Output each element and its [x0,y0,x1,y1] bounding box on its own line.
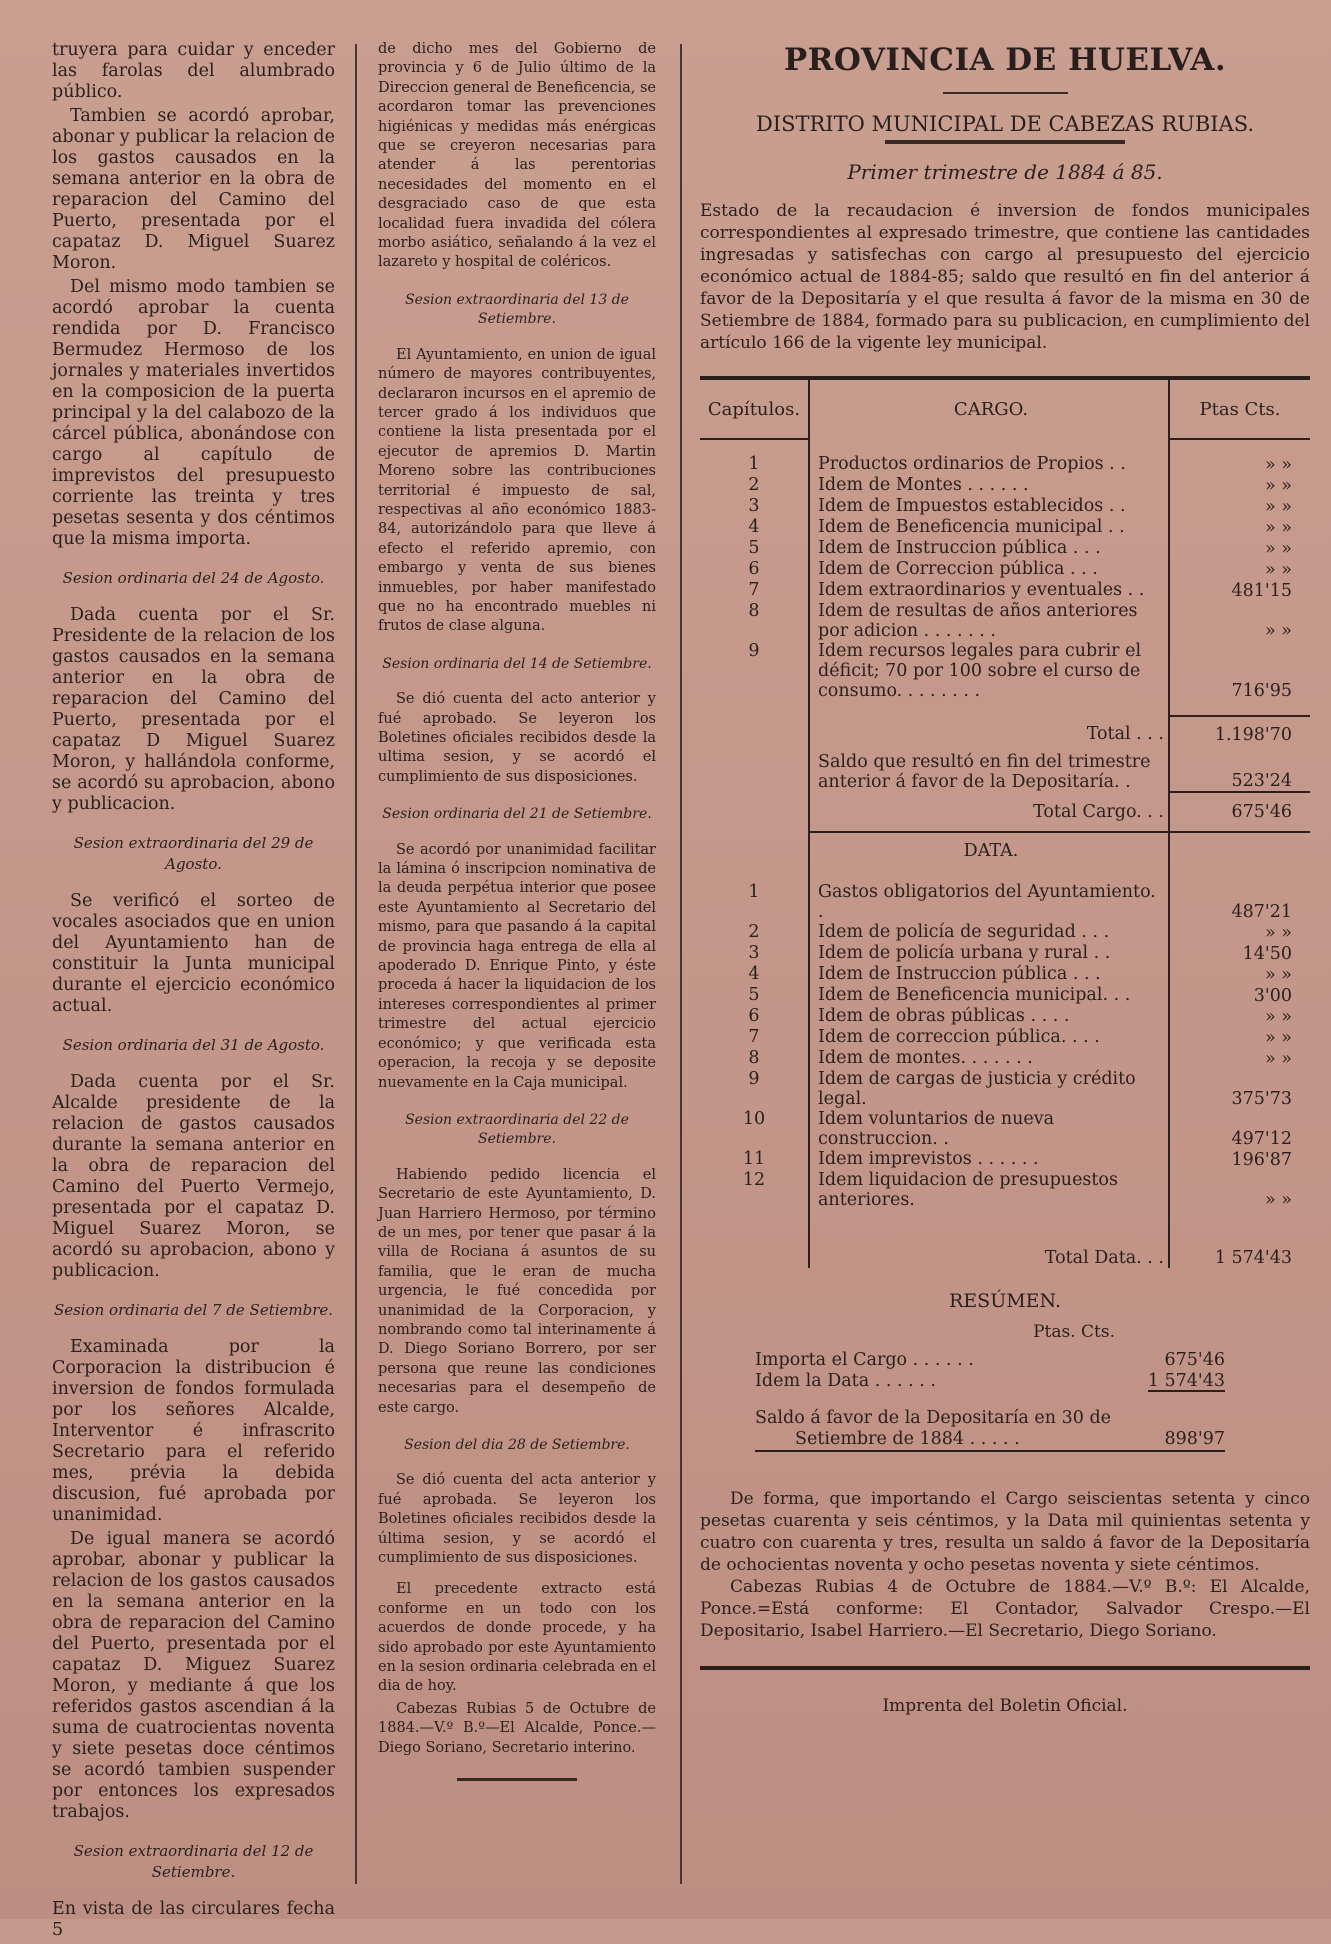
bottom-rule [700,1666,1310,1670]
cargo-table [700,376,1310,1268]
chapter-description: Idem voluntarios de nueva construccion. . [809,1109,1169,1149]
chapter-amount: » » [1169,538,1310,559]
paragraph: de dicho mes del Gobierno de provincia y 6 de Julio último de la Direccion general de Beneficencia, se acordaron tomar las prevenciones higiénicas y medidas más enérgicas que se creyeron necesarias para atender á las perentorias necesidades del momento en el desgraciado caso de que esta localidad fuera invadida del cólera morbo asiático, señalando á la vez el lazareto y hospital de coléricos. [378,41,656,271]
total-label: Total . . . [809,716,1169,752]
chapter-description: Idem de obras públicas . . . . [809,1006,1169,1027]
chapter-amount: » » [1169,1027,1310,1048]
table-row [700,964,1310,985]
data-header: DATA. [809,832,1169,868]
session-heading: Sesion extraordinaria del 29 de Agosto. [73,834,314,873]
table-row [700,1006,1310,1027]
table-row [700,1027,1310,1048]
total-data-label: Total Data. . . [809,1224,1169,1268]
resumen-title: RESÚMEN. [949,1290,1061,1312]
table-row [700,922,1310,943]
chapter-amount: » » [1169,517,1310,538]
chapter-number: 9 [748,1069,760,1089]
table-row [700,496,1310,517]
column-rule [355,44,357,1884]
resumen-data-value: 1 574'43 [1147,1371,1225,1391]
chapter-amount: » » [1169,454,1310,475]
chapter-description: Idem de Montes . . . . . . [809,475,1169,496]
table-row [700,559,1310,580]
saldo-label: Saldo que resultó en fin del trimestre anterior á favor de la Depositaría. . [809,752,1169,792]
chapter-number: 7 [748,1027,760,1047]
paragraph: Se dió cuenta del acto anterior y fué aprobado. Se leyeron los Boletines oficiales recibidos desde la ultima sesion, y se acordó el cumplimiento de sus disposiciones. [378,691,656,785]
resumen-block [755,1322,1225,1452]
trimester-title: Primer trimestre de 1884 á 85. [847,160,1163,184]
chapter-description: Idem liquidacion de presupuestos anteriores. [809,1170,1169,1210]
middle-column [378,40,656,1781]
chapter-number: 4 [748,964,760,984]
paragraph: truyera para cuidar y enceder las farolas del alumbrado público. [52,40,335,102]
session-heading: Sesion ordinaria del 31 de Agosto. [62,1036,325,1054]
table-row [700,1109,1310,1149]
resumen-row [755,1350,1225,1371]
chapter-description: Idem extraordinarios y eventuales . . [809,580,1169,601]
resumen-data-label: Idem la Data . . . . . . [755,1371,936,1391]
chapter-number: 8 [748,601,760,621]
chapter-description: Productos ordinarios de Propios . . [809,454,1169,475]
table-row [700,882,1310,922]
resumen-row [755,1408,1225,1429]
paragraph: Dada cuenta por el Sr. Presidente de la relacion de los gastos causados en la semana anterior en la obra de reparacion del Camino del Puerto, presentada por el capataz D Miguel Suarez Moron, y hallándola conforme, se acordó su aprobacion, abono y publicacion. [52,605,335,814]
intro-paragraph: Estado de la recaudacion é inversion de fondos municipales correspondientes al expresado trimestre, que contiene las cantidades ingresadas y satisfechas con cargo al presupuesto del ejercicio económico actual de 1884-85; saldo que resultó en fin del anterior á favor de la Depositaría y el que resulta á favor de la misma en 30 de Setiembre de 1884, formado para su publicacion, en cumplimiento del artículo 166 de la vigente ley municipal. [700,201,1310,353]
chapter-description: Idem de Beneficencia municipal . . [809,517,1169,538]
resumen-cargo-label: Importa el Cargo . . . . . . [755,1350,974,1370]
chapter-amount: 3'00 [1169,985,1310,1006]
chapter-description: Idem de Instruccion pública . . . [809,964,1169,985]
chapter-amount: » » [1169,922,1310,943]
table-row [700,538,1310,559]
chapter-amount: » » [1169,1170,1310,1210]
session-heading: Sesion extraordinaria del 22 de Setiembre. [405,1111,629,1148]
province-title: PROVINCIA DE HUELVA. [783,42,1227,78]
chapter-amount: » » [1169,1006,1310,1027]
resumen-row [755,1371,1225,1392]
paragraph: Tambien se acordó aprobar, abonar y publicar la relacion de los gastos causados en la semana anterior en la obra de reparacion del Camino del Puerto, presentada por el capataz D. Miguel Suarez Moron. [52,106,335,273]
total-data-value: 1 574'43 [1169,1224,1310,1268]
table-row [700,641,1310,701]
paragraph: El Ayuntamiento, en union de igual número de mayores contribuyentes, declararon incursos en el apremio de tercer grado á los individuos que contiene la lista presentada por el ejecutor de apremios D. Martin Moreno sobre las contribuciones territorial é impuesto de sal, respectivas al año económico 1883-84, autorizándolo para que lleve á efecto el referido apremio, con embargo y venta de sus bienes inmuebles, por haber manifestado que no ha encontrado muebles ni frutos de clase alguna. [378,346,656,635]
chapter-number: 9 [748,641,760,661]
paragraph: Se acordó por unanimidad facilitar la lámina ó inscripcion nominativa de la deuda perpétua interior que posee este Ayuntamiento al Secretario del mismo, para que pasando á la capital de provincia haga entrega de ella al apoderado D. Enrique Pinto, y éste proceda á hacer la liquidacion de los intereses correspondientes al primer trimestre del actual ejercicio económico; y que verificada esta operacion, la recoja y se deposite nuevamente en la Caja municipal. [378,841,656,1091]
chapter-number: 2 [748,922,760,942]
chapter-amount: 716'95 [1169,641,1310,701]
resumen-saldo-label-2: Setiembre de 1884 . . . . . [795,1429,1020,1449]
resumen-ptas-header: Ptas. Cts. [1033,1322,1115,1342]
chapter-number: 1 [748,882,760,902]
paragraph: Dada cuenta por el Sr. Alcalde presidente de la relacion de gastos causados durante la semana anterior en la obra de reparacion del Camino del Puerto Vermejo, presentada por el capataz D. Miguel Suarez Moron, se acordó su aprobacion, abono y publicacion. [52,1072,335,1281]
chapter-amount: 487'21 [1169,882,1310,922]
chapter-number: 7 [748,580,760,600]
left-column [52,40,335,1944]
session-heading: Sesion extraordinaria del 12 de Setiembre. [73,1842,314,1881]
chapter-description: Idem de Impuestos establecidos . . [809,496,1169,517]
saldo-value: 523'24 [1169,752,1310,792]
session-heading: Sesion extraordinaria del 13 de Setiembre. [405,291,629,328]
chapters-header: Capítulos. [707,398,801,420]
chapter-number: 2 [748,475,760,495]
chapter-description: Idem de resultas de años anteriores por adicion . . . . . . . [809,601,1169,641]
chapter-number: 11 [742,1149,766,1169]
end-rule [457,1778,577,1781]
paragraph: Cabezas Rubias 5 de Octubre de 1884.—V.º B.º—El Alcalde, Ponce.—Diego Soriano, Secretario interino. [378,1700,656,1756]
paragraph: Habiendo pedido licencia el Secretario de este Ayuntamiento, D. Juan Harriero Hermoso, por término de un mes, por tener que pasar á la villa de Rociana á asuntos de su familia, que le eran de mucha urgencia, le fué concedida por unanimidad de la Corporacion, y nombrando como tal interinamente á D. Diego Soriano Borrero, por ser persona que reune las condiciones necesarias para el desempeño de este cargo. [378,1166,656,1416]
table-row [700,517,1310,538]
total-value: 1.198'70 [1169,716,1310,752]
chapter-description: Idem imprevistos . . . . . . [809,1149,1169,1170]
chapter-number: 8 [748,1048,760,1068]
chapter-number: 6 [748,559,760,579]
chapter-number: 4 [748,517,760,537]
chapter-amount: 14'50 [1169,943,1310,964]
chapter-amount: 497'12 [1169,1109,1310,1149]
chapter-description: Idem de montes. . . . . . . [809,1048,1169,1069]
paragraph: En vista de las circulares fecha 5 [52,1899,335,1940]
closing-paragraph: De forma, que importando el Cargo seiscientas setenta y cinco pesetas cuarenta y seis céntimos, y la Data mil quinientas setenta y cuatro con cuarenta y tres, resulta un saldo á favor de la Depositaría de ochocientas noventa y ocho pesetas noventa y siete céntimos. [700,1489,1310,1575]
table-row [700,1048,1310,1069]
chapter-amount: 196'87 [1169,1149,1310,1170]
paragraph: Se verificó el sorteo de vocales asociados que en union del Ayuntamiento han de constituir la Junta municipal durante el ejercicio económico actual. [52,891,335,1016]
resumen-saldo-value: 898'97 [1164,1429,1225,1449]
chapter-amount: » » [1169,475,1310,496]
paragraph: Examinada por la Corporacion la distribucion é inversion de fondos formulada por los señores Alcalde, Interventor é infrascrito Secretario para el referido mes, prévia la debida discusion, fué aprobada por unanimidad. [52,1337,335,1525]
paragraph: Del mismo modo tambien se acordó aprobar la cuenta rendida por D. Francisco Bermudez Hermoso de los jornales y materiales invertidos en la composicion de la puerta principal y la del calabozo de la cárcel pública, abonándose con cargo al capítulo de imprevistos del presupuesto corriente las treinta y tres pesetas sesenta y dos céntimos que la misma importa. [52,277,335,549]
table-row [700,580,1310,601]
chapter-number: 10 [742,1109,766,1129]
table-row [700,475,1310,496]
chapter-number: 6 [748,1006,760,1026]
table-row [700,943,1310,964]
chapter-description: Idem de cargas de justicia y crédito legal. [809,1069,1169,1109]
paragraph: El precedente extracto está conforme en un todo con los acuerdos de donde procede, y ha sido aprobado por este Ayuntamiento en la sesion ordinaria celebrada en el dia de hoy. [378,1581,656,1695]
table-row [700,1069,1310,1109]
chapter-number: 5 [748,985,760,1005]
chapter-description: Idem de policía urbana y rural . . [809,943,1169,964]
session-heading: Sesion ordinaria del 21 de Setiembre. [382,806,652,823]
chapter-amount: » » [1169,601,1310,641]
district-title: DISTRITO MUNICIPAL DE CABEZAS RUBIAS. [755,112,1255,136]
chapter-amount: 481'15 [1169,580,1310,601]
chapter-amount: » » [1169,559,1310,580]
chapter-description: Idem recursos legales para cubrir el déficit; 70 por 100 sobre el curso de consumo. . . . . . . . [809,641,1169,701]
chapter-description: Gastos obligatorios del Ayuntamiento. . [809,882,1169,922]
chapter-amount: 375'73 [1169,1069,1310,1109]
resumen-cargo-value: 675'46 [1164,1350,1225,1370]
chapter-description: Idem de Correccion pública . . . [809,559,1169,580]
resumen-row [755,1429,1225,1452]
chapter-number: 5 [748,538,760,558]
resumen-saldo-label: Saldo á favor de la Depositaría en 30 de [755,1408,1111,1428]
session-heading: Sesion ordinaria del 14 de Setiembre. [382,655,652,672]
signature-paragraph: Cabezas Rubias 4 de Octubre de 1884.—V.º B.º: El Alcalde, Ponce.=Está conforme: El Contador, Salvador Crespo.—El Depositario, Isabel Harriero.—El Secretario, Diego Soriano. [700,1577,1310,1641]
chapter-number: 12 [742,1170,766,1190]
total-cargo-value: 675'46 [1169,792,1310,832]
session-heading: Sesion del dia 28 de Setiembre. [404,1437,630,1453]
table-row [700,985,1310,1006]
ornament-rule [943,92,1068,94]
chapter-number: 3 [748,943,760,963]
table-row [700,454,1310,475]
chapter-description: Idem de correccion pública. . . . [809,1027,1169,1048]
total-cargo-label: Total Cargo. . . [809,792,1169,832]
chapter-amount: » » [1169,964,1310,985]
cargo-header: CARGO. [809,378,1169,439]
chapter-description: Idem de Instruccion pública . . . [809,538,1169,559]
ornament-rule [885,140,1125,144]
paragraph: Se dió cuenta del acta anterior y fué aprobada. Se leyeron los Boletines oficiales recibidos desde la última sesion, y se acordó el cumplimiento de sus disposiciones. [378,1472,656,1567]
chapter-number: 1 [748,454,760,474]
session-heading: Sesion ordinaria del 7 de Setiembre. [53,1301,334,1319]
paragraph: De igual manera se acordó aprobar, abonar y publicar la relacion de los gastos causados en la semana anterior en la obra de reparacion del Camino del Puerto, presentada por el capataz D. Miguez Suarez Moron, y mediante á que los referidos gastos ascendian á la suma de cuatrocientas noventa y siete pesetas doce céntimos se acordó tambien suspender por entonces los expresados trabajos. [52,1529,335,1822]
printer-imprint: Imprenta del Boletin Oficial. [882,1696,1128,1716]
account-statement [700,40,1310,1716]
table-row [700,601,1310,641]
chapter-number: 3 [748,496,760,516]
chapter-amount: » » [1169,1048,1310,1069]
chapter-description: Idem de policía de seguridad . . . [809,922,1169,943]
column-rule [680,44,682,1884]
table-row [700,1149,1310,1170]
table-row [700,1170,1310,1210]
chapter-description: Idem de Beneficencia municipal. . . [809,985,1169,1006]
chapter-amount: » » [1169,496,1310,517]
session-heading: Sesion ordinaria del 24 de Agosto. [62,569,325,587]
ptas-header: Ptas Cts. [1169,378,1310,439]
